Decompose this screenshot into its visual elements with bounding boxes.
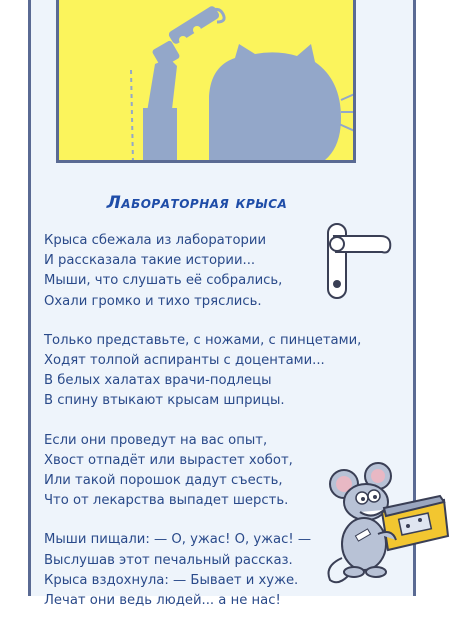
poem-line: Крыса сбежала из лаборатории <box>44 233 267 248</box>
poem-line: Или такой порошок дадут съесть, <box>44 473 283 489</box>
poem-line: Только представьте, с ножами, с пинцетами, <box>44 332 362 348</box>
door-handle-icon <box>322 222 396 302</box>
poem-line: Охали громко и тихо тряслись. <box>44 293 262 309</box>
stanza <box>44 331 362 412</box>
poem-line: Мыши пищали: — О, ужас! О, ужас! — <box>44 532 312 548</box>
poem-line: В белых халатах врачи-подлецы <box>44 373 272 389</box>
poem-line: Ходят толпой аспиранты с доцентами... <box>44 353 325 369</box>
poem-title: Лабораторная крыса <box>106 193 288 213</box>
poem-line: Крыса вздохнула: — Бывает и хуже. <box>44 572 299 588</box>
poem-line: Хвост отпадёт или вырастет хобот, <box>44 452 293 468</box>
stanza <box>44 231 344 312</box>
poem-line: Выслушав этот печальный рассказ. <box>44 552 293 568</box>
stanza <box>44 530 344 611</box>
poem-line: В спину втыкают крысам шприцы. <box>44 393 285 409</box>
poem-line: Мыши, что слушать её собрались, <box>44 273 283 289</box>
poem-body <box>44 231 362 630</box>
poem-line: Если они проведут на вас опыт, <box>44 432 268 448</box>
mouse-illustration <box>322 462 452 586</box>
silhouette-illustration <box>59 0 356 163</box>
poem-line: Что от лекарства выпадет шерсть. <box>44 493 289 509</box>
stanza <box>44 431 344 512</box>
door-window <box>56 0 356 163</box>
poem-line: Лечат они ведь людей... а не нас! <box>44 593 281 609</box>
poem-line: И рассказала такие истории... <box>44 253 256 269</box>
